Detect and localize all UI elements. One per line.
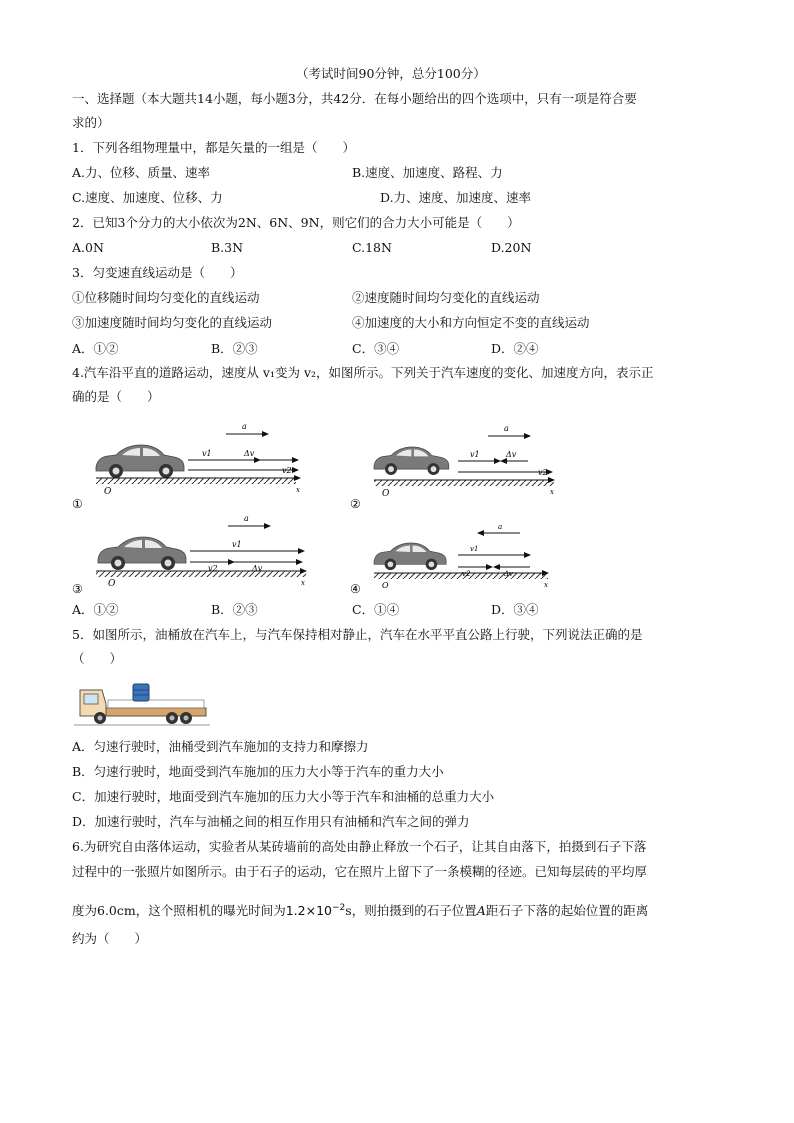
v2-label: v2: [538, 468, 548, 477]
q6-text-f: 距石子下落的起始位置的距离: [485, 903, 649, 919]
q3-statement-4: ④加速度的大小和方向恒定不变的直线运动: [352, 315, 590, 330]
q4-option-d: D．③④: [491, 602, 539, 617]
q6-text-a: 度为6.0cm，这个照相机的曝光时间为: [72, 903, 286, 919]
q2-option-b: B.3N: [211, 240, 244, 255]
panel-1: [72, 422, 300, 511]
v2-label: v2: [282, 466, 292, 475]
accel-label: a: [244, 514, 249, 523]
q1-option-b: B.速度、加速度、路程、力: [352, 165, 503, 180]
position-a-label: A: [476, 903, 486, 919]
q3-statement-3: ③加速度随时间均匀变化的直线运动: [72, 315, 273, 330]
q6-stem-line4: 约为（ ）: [72, 931, 148, 946]
panel-4: [350, 523, 548, 596]
q2-option-d: D.20N: [491, 240, 532, 255]
q5-option-b: B．匀速行驶时，地面受到汽车施加的压力大小等于汽车的重力大小: [72, 764, 444, 779]
q4-option-b: B．②③: [211, 602, 258, 617]
origin-label: O: [382, 489, 390, 499]
v1-label: v1: [470, 450, 480, 459]
q1-option-d: D.力、速度、加速度、速率: [380, 190, 532, 205]
x-axis-label: x: [550, 488, 554, 496]
q3-option-a: A．①②: [72, 341, 119, 356]
q2-option-a: A.0N: [72, 240, 104, 255]
q4-stem: 4.汽车沿平直的道路运动，速度从 v₁变为 v₂，如图所示。下列关于汽车速度的变化、加速度方向，表示正: [72, 365, 654, 380]
q5-option-c: C．加速行驶时，地面受到汽车施加的压力大小等于汽车和油桶的总重力大小: [72, 789, 495, 804]
exposure-time-exponent: −2: [332, 903, 346, 913]
accel-label: a: [242, 422, 247, 431]
q3-statement-1: ①位移随时间均匀变化的直线运动: [72, 290, 260, 305]
dv-label: Δv: [504, 570, 514, 578]
v1-label: v1: [232, 540, 242, 549]
q4-option-a: A．①②: [72, 602, 119, 617]
panel-3: [72, 514, 306, 596]
q6-text-d: s，则拍摄到的石子位置: [345, 903, 477, 919]
exposure-time-base: 1.2×10: [285, 903, 332, 919]
q6-stem-line1: 6.为研究自由落体运动，实验者从某砖墙前的高处由静止释放一个石子，让其自由落下，拍摄到石子下落: [72, 839, 647, 854]
q1-stem: 1．下列各组物理量中，都是矢量的一组是（ ）: [72, 140, 355, 155]
q3-statement-2: ②速度随时间均匀变化的直线运动: [352, 290, 540, 305]
q5-stem-cont: （ ）: [72, 651, 123, 666]
v2-label: v2: [208, 564, 218, 573]
panel-number-1: ①: [72, 497, 83, 511]
section-title: 一、选择题（本大题共14小题，每小题3分，共42分．在每小题给出的四个选项中，只有一项是符合要: [72, 91, 637, 106]
panel-number-2: ②: [350, 497, 361, 511]
q3-option-b: B．②③: [211, 341, 258, 356]
dv-label: Δv: [506, 450, 517, 459]
panel-number-3: ③: [72, 582, 83, 596]
x-axis-label: x: [296, 486, 300, 494]
x-axis-label: x: [301, 579, 305, 587]
x-axis-label: x: [544, 581, 548, 589]
q6-stem-line3: [72, 900, 648, 919]
q4-figure: [68, 416, 568, 600]
v2-label: v2: [462, 570, 471, 578]
dv-label: Δv: [244, 449, 255, 458]
accel-label: a: [504, 424, 509, 433]
q1-option-a: A.力、位移、质量、速率: [72, 165, 211, 180]
v1-label: v1: [202, 449, 212, 458]
q3-option-c: C．③④: [352, 341, 400, 356]
q2-option-c: C.18N: [352, 240, 392, 255]
dv-label: Δv: [252, 564, 263, 573]
q5-option-d: D．加速行驶时，汽车与油桶之间的相互作用只有油桶和汽车之间的弹力: [72, 814, 470, 829]
q3-option-d: D．②④: [491, 341, 539, 356]
v1-label: v1: [470, 545, 479, 553]
exposure-time-value: [286, 903, 346, 918]
accel-label: a: [498, 523, 503, 531]
section-title-cont: 求的）: [72, 115, 110, 130]
origin-label: O: [382, 581, 389, 590]
q4-stem-cont: 确的是（ ）: [72, 389, 160, 404]
q1-option-c: C.速度、加速度、位移、力: [72, 190, 223, 205]
q2-stem: 2．已知3个分力的大小依次为2N、6N、9N，则它们的合力大小可能是（ ）: [72, 215, 520, 230]
panel-number-4: ④: [350, 582, 361, 596]
panel-2: [350, 424, 554, 511]
q4-option-c: C．①④: [352, 602, 400, 617]
origin-label: O: [104, 487, 112, 497]
origin-label: O: [108, 579, 116, 589]
q5-option-a: A．匀速行驶时，油桶受到汽车施加的支持力和摩擦力: [72, 739, 369, 754]
q6-stem-line2: 过程中的一张照片如图所示。由于石子的运动，它在照片上留下了一条模糊的径迹。已知每层砖的平均厚: [72, 864, 648, 879]
truck-with-oil-drum-figure: [74, 680, 210, 728]
q3-stem: 3．匀变速直线运动是（ ）: [72, 265, 243, 280]
q5-stem: 5．如图所示，油桶放在汽车上，与汽车保持相对静止，汽车在水平平直公路上行驶，下列说法正确的是: [72, 627, 643, 642]
exam-header: （考试时间90分钟，总分100分）: [296, 66, 486, 81]
